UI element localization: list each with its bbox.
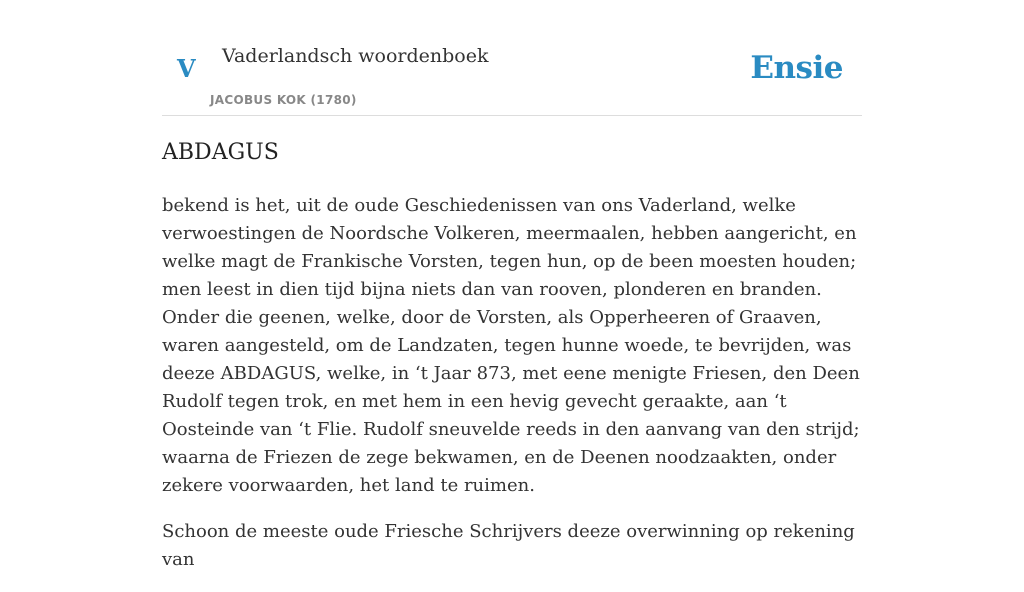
- letter-mark[interactable]: V: [177, 54, 196, 83]
- book-title[interactable]: Vaderlandsch woordenboek: [222, 45, 489, 67]
- entry-body: [162, 192, 862, 592]
- brand-logo[interactable]: Ensie: [750, 50, 843, 86]
- header: [162, 0, 862, 116]
- paragraph: Schoon de meeste oude Friesche Schrijvers deeze overwinning op rekening van: [162, 521, 855, 570]
- page: [162, 0, 862, 570]
- paragraph: bekend is het, uit de oude Geschiedenissen van ons Vaderland, welke verwoestingen de Noordsche Volkeren, meermaalen, hebben aangericht, en welke magt de Frankische Vorsten, tegen hun, op de been moesten houden; men leest in dien tijd bijna niets dan van rooven, plonderen en branden. Onder die geenen, welke, door de Vorsten, als Opperheeren of Graaven, waren aangesteld, om de Landzaten, tegen hunne woede, te bevrijden, was deeze ABDAGUS, welke, in ‘t Jaar 873, met eene menigte Friesen, den Deen Rudolf tegen trok, en met hem in een hevig gevecht geraakte, aan ‘t Oosteinde van ‘t Flie. Rudolf sneuvelde reeds in den aanvang van den strijd; waarna de Friezen de zege bekwamen, en de Deenen noodzaakten, onder zekere voorwaarden, het land te ruimen.: [162, 195, 860, 496]
- entry-title: ABDAGUS: [162, 140, 279, 165]
- author-label: JACOBUS KOK (1780): [210, 93, 357, 107]
